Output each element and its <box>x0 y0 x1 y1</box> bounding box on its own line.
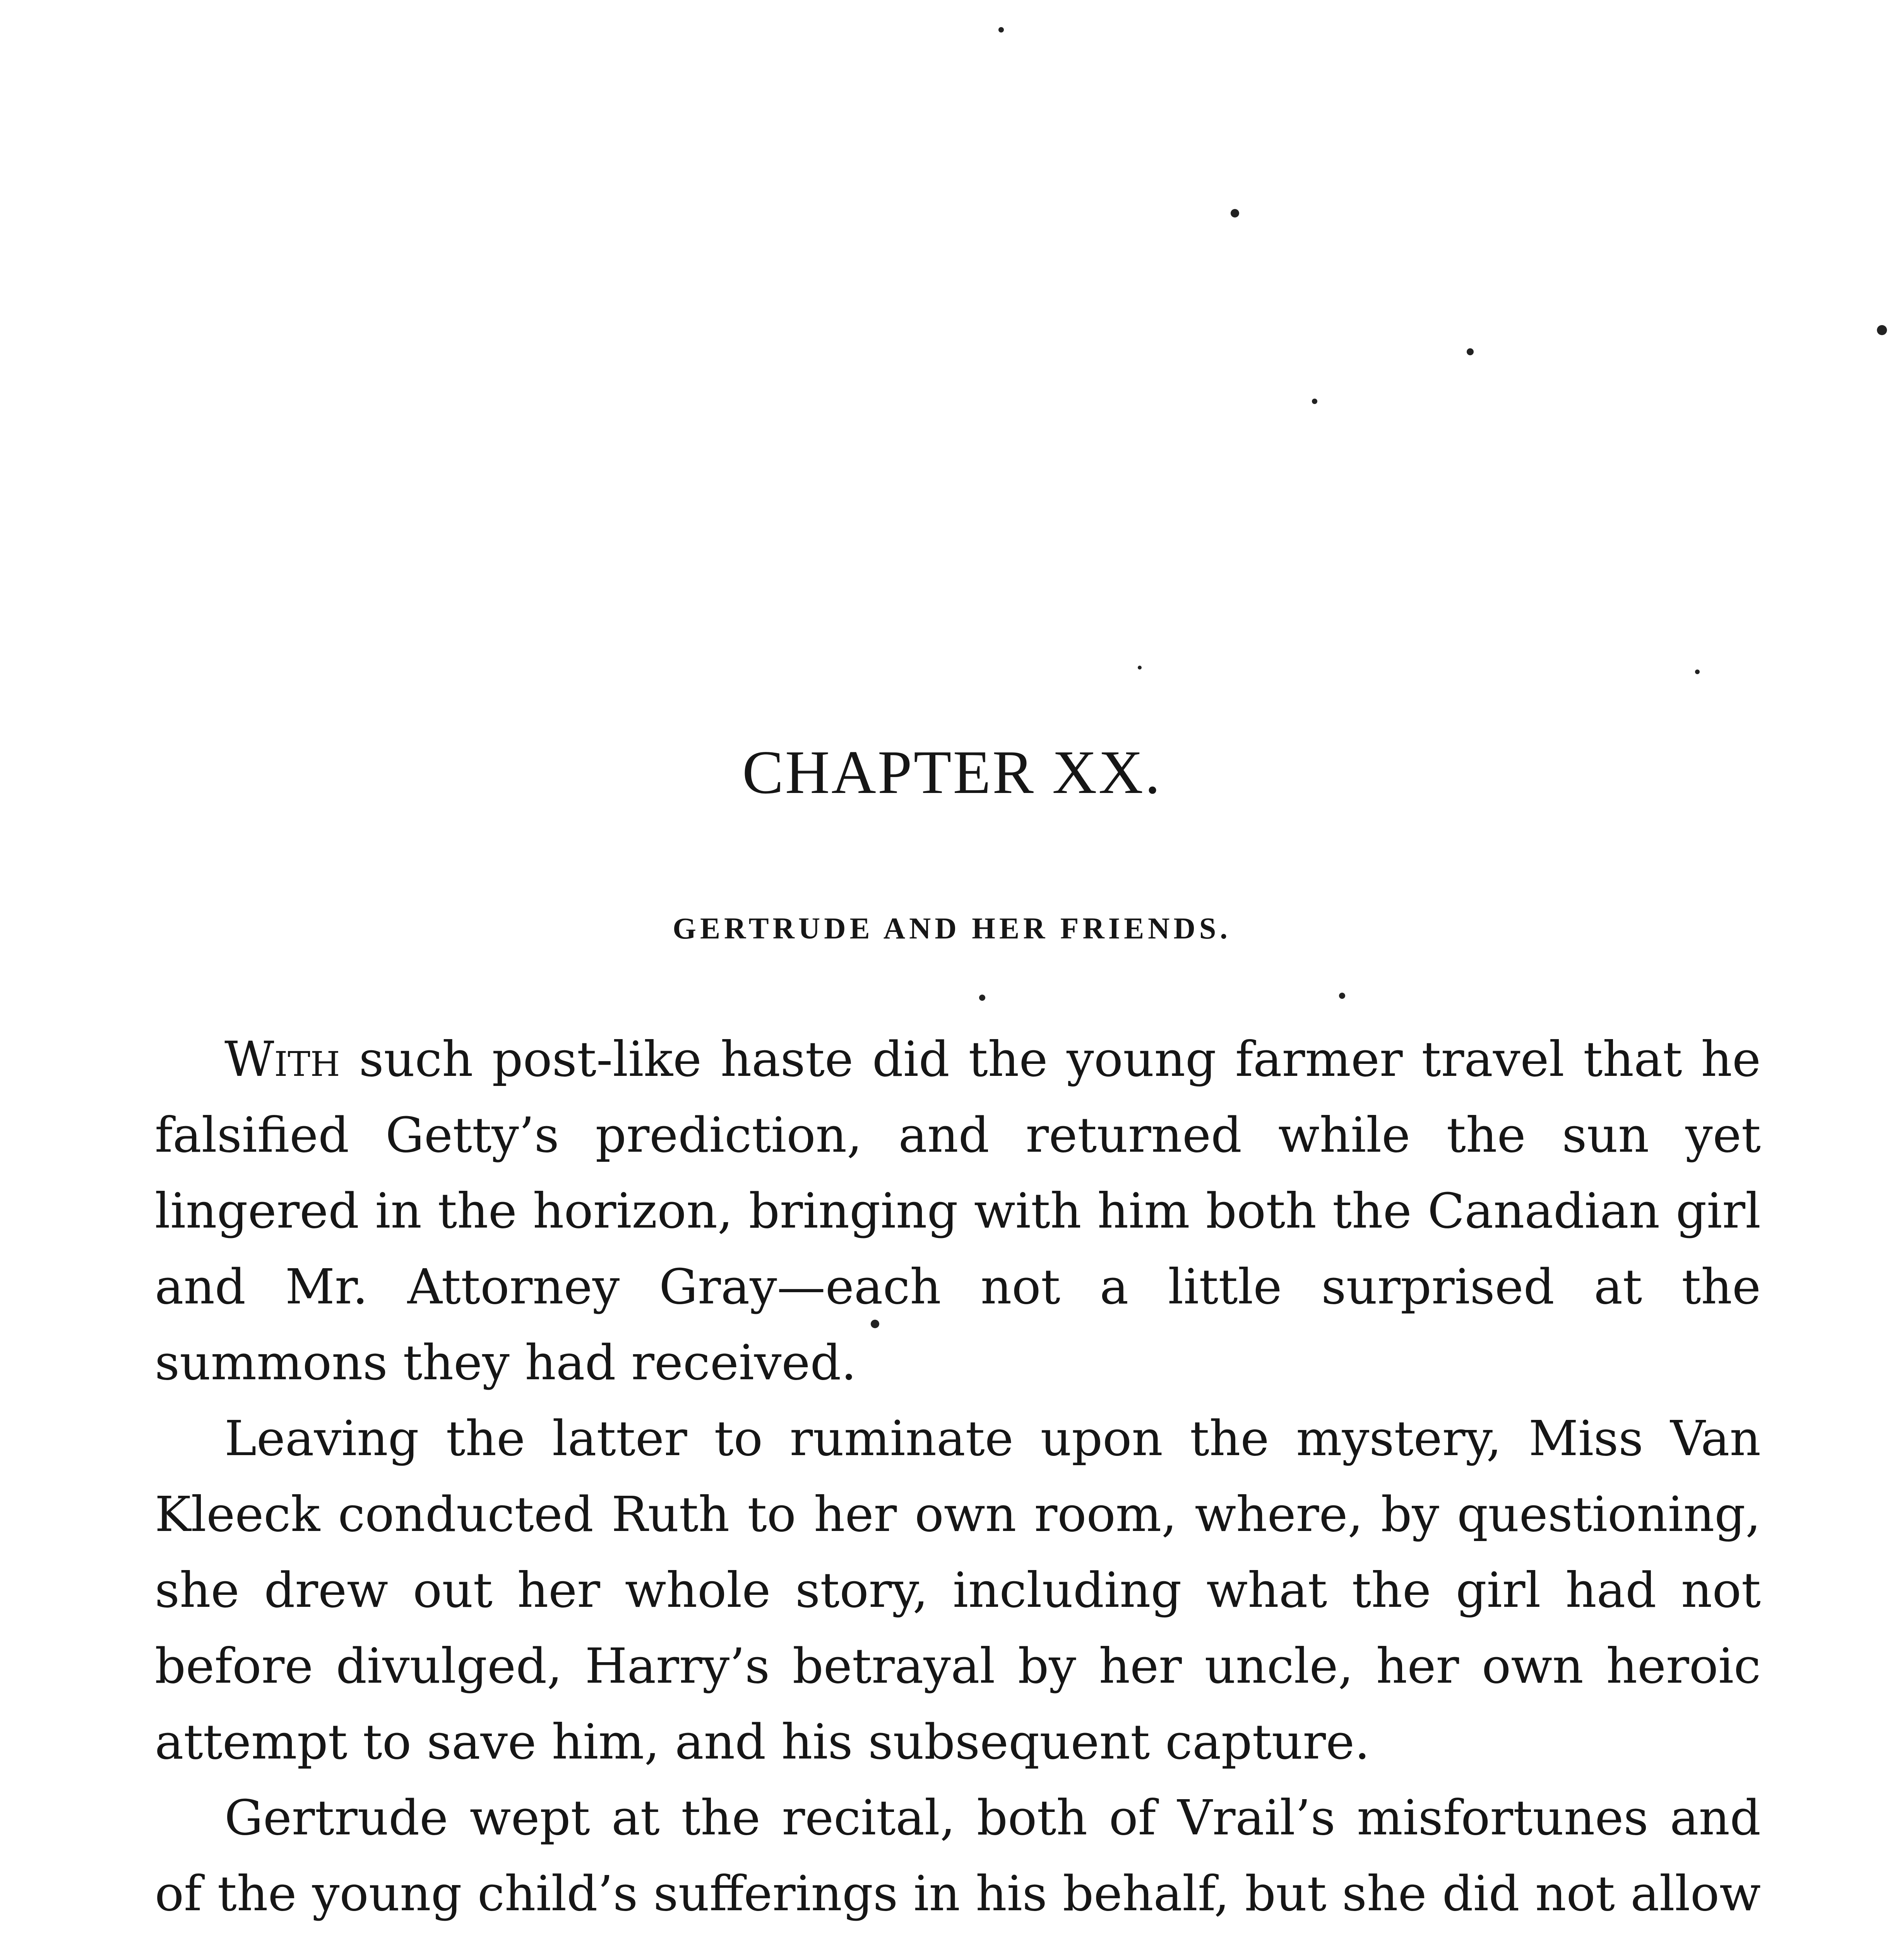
paragraph: Gertrude wept at the recital, both of Vrail’s misfortunes and of the young child’s sufferings in his behalf, but she did not allow <box>155 1790 1761 1922</box>
speck <box>1339 993 1345 999</box>
speck <box>1312 399 1317 404</box>
chapter-subtitle: GERTRUDE AND HER FRIENDS. <box>673 911 1231 945</box>
speck <box>1467 348 1474 355</box>
speck <box>1231 209 1239 217</box>
chapter-title: CHAPTER XX. <box>742 738 1162 807</box>
paragraph-text: such post-like haste did the young farmer travel that he falsified Getty’s prediction, and returned while the sun yet lingered in the horizon, bringing with him both the Canadian girl and Mr. Attorney Gray—each not a little surprised at the summons they had received. <box>155 1031 1761 1391</box>
paragraph-lead-word: With <box>224 1031 340 1087</box>
chapter-body <box>155 1022 1761 1935</box>
speck <box>1138 666 1142 670</box>
speck <box>979 995 985 1001</box>
speck <box>1877 325 1887 335</box>
speck <box>1695 670 1700 674</box>
speck <box>998 27 1004 33</box>
paragraph: Leaving the latter to ruminate upon the mystery, Miss Van Kleeck conducted Ruth to her own room, where, by questioning, she drew out her whole story, including what the girl had not before divulged, Harry’s betrayal by her uncle, her own heroic attempt to save him, and his subsequent capture. <box>155 1411 1761 1770</box>
paragraph <box>155 1022 1761 1401</box>
